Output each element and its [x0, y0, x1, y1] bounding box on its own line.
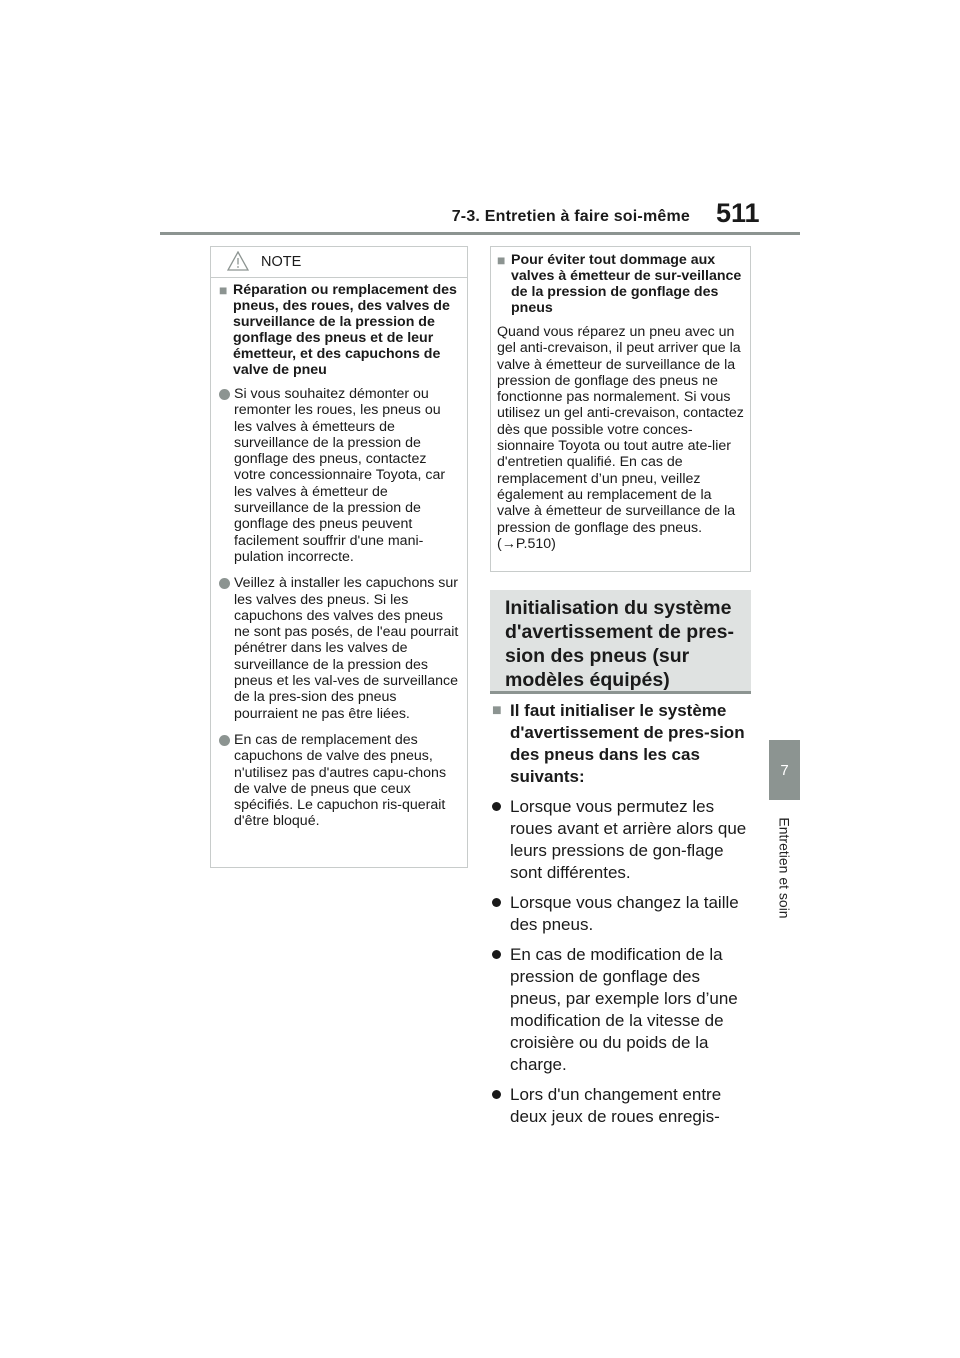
main-bullet-text: Lorsque vous permutez les roues avant et arrière alors que leurs pressions de gon-flage sont différentes.: [510, 797, 747, 882]
circle-bullet-icon: [219, 578, 230, 589]
circle-bullet-icon: [219, 389, 230, 400]
page-number: 511: [716, 198, 760, 228]
section-title-box: Initialisation du système d'avertissement de pres-sion des pneus (sur modèles équipés): [490, 590, 751, 694]
main-bullet: [492, 1084, 754, 1128]
main-heading-text: Il faut initialiser le système d'avertissement de pres-sion des pneus dans les cas suivants:: [510, 701, 745, 786]
chapter-tab-label: [769, 805, 800, 930]
note-header: [211, 247, 467, 278]
bullet-dot-icon: [492, 1090, 501, 1099]
circle-bullet-icon: [219, 735, 230, 746]
note-subheading-text: Réparation ou remplacement des pneus, des roues, des valves de surveillance de la pression de gonflage des pneus et de leur émetteur, et des capuchons de valve de pneu: [233, 282, 457, 378]
main-bullet: [492, 796, 754, 884]
note-item: [219, 732, 459, 830]
main-bullet: [492, 892, 754, 936]
note-item: [219, 386, 459, 565]
bullet-dot-icon: [492, 898, 501, 907]
main-bullet-text: Lors d'un changement entre deux jeux de roues enregis-: [510, 1085, 722, 1126]
bullet-dot-icon: [492, 802, 501, 811]
valve-protection-heading-text: Pour éviter tout dommage aux valves à émetteur de sur-veillance de la pression de gonflage des pneus: [511, 252, 742, 316]
header-section-title: 7-3. Entretien à faire soi-même: [451, 208, 690, 225]
note-item: [219, 575, 459, 722]
note-subheading: [219, 282, 459, 378]
square-bullet-icon: ■: [492, 702, 502, 719]
square-bullet-icon: ■: [497, 252, 506, 268]
warning-triangle-icon: [227, 251, 249, 276]
note-item-text: Si vous souhaitez démonter ou remonter les roues, les pneus ou les valves à émetteurs de surveillance de la pression de gonflage des pneus, contactez votre concessionnaire Toyota, car les valves à émetteur de surveillance de la pression de gonflage des pneus peuvent facilement souffrir d'une mani-pulation incorrecte.: [234, 386, 446, 565]
chapter-tab-label-text: Entretien et soin: [776, 816, 793, 919]
note-box: [210, 246, 468, 868]
main-heading: [492, 700, 754, 788]
main-content: [492, 700, 754, 1136]
main-bullet-text: Lorsque vous changez la taille des pneus.: [510, 893, 739, 934]
valve-protection-text: Quand vous réparez un pneu avec un gel anti-crevaison, il peut arriver que la valve à émetteur de surveillance de la pression de gonflage des pneus ne fonctionne pas normalement. Si vous utilisez un gel anti-crevaison, contactez dès que possible votre conces-sionnaire Toyota ou tout autre ate-lier d'entretien qualifié. En cas de remplacement d’un pneu, veillez également au remplacement de la valve à émetteur de surveillance de la pression de gonflage des pneus. (→P.510): [497, 324, 744, 552]
bullet-dot-icon: [492, 950, 501, 959]
valve-protection-box: [490, 246, 751, 572]
header-rule: [160, 232, 800, 235]
note-item-text: Veillez à installer les capuchons sur les valves des pneus. Si les capuchons des valves des pneus ne sont pas posés, de l'eau pourrait pénétrer dans les valves de surveillance de la pression des pneus et les val-ves de surveillance de la pres-sion des pneus pourraient ne pas être liées.: [234, 575, 459, 722]
note-body: [211, 278, 467, 830]
main-bullet-text: En cas de modification de la pression de gonflage des pneus, par exemple lors d’une modification de la vitesse de croisière ou du poids de la charge.: [510, 945, 738, 1074]
square-bullet-icon: ■: [219, 282, 228, 298]
note-item-text: En cas de remplacement des capuchons de valve des pneus, n'utilisez pas d'autres capu-chons de valve de pneus que ceux spécifiés. Le capuchon ris-querait d'être bloqué.: [234, 731, 447, 830]
main-bullet: [492, 944, 754, 1076]
chapter-tab-number: 7: [769, 740, 800, 800]
note-title: NOTE: [261, 254, 302, 270]
valve-protection-heading: [497, 252, 744, 316]
